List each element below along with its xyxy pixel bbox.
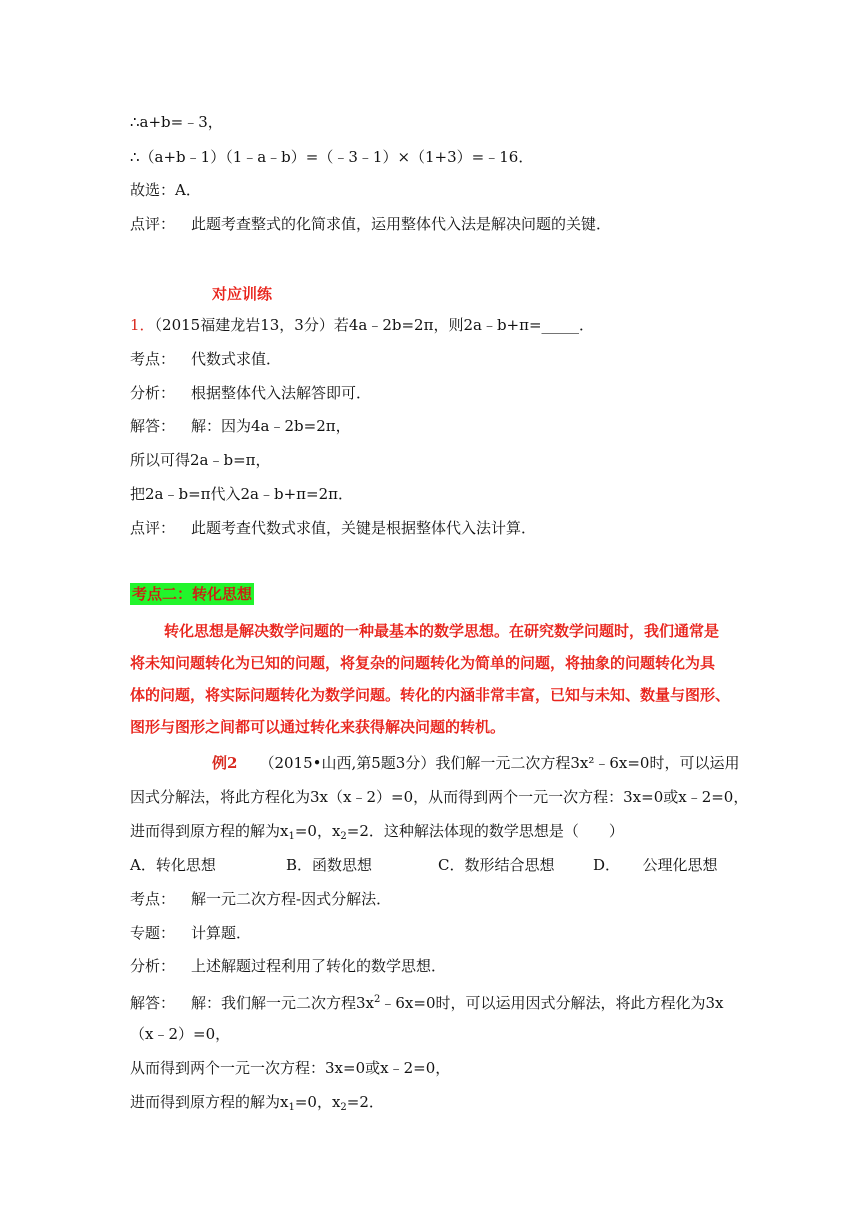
step-line: 所以可得2a﹣b=π， xyxy=(130,451,271,469)
options-line xyxy=(130,855,718,875)
step-text: 进而得到原方程的解为x xyxy=(130,1093,289,1111)
subscript: 1 xyxy=(288,831,295,842)
question-line xyxy=(130,315,594,335)
jieda-line xyxy=(130,416,351,436)
review-text: 此题考查代数式求值，关键是根据整体代入法计算． xyxy=(191,519,537,537)
review-label: 点评： xyxy=(130,519,176,537)
fenxi-line xyxy=(130,956,446,976)
jieda-text: ﹣6x=0时，可以运用因式分解法，将此方程化为3x xyxy=(380,994,724,1012)
option-d: D． 公理化思想 xyxy=(593,856,718,874)
review-text: 此题考查整式的化简求值，运用整体代入法是解决问题的关键． xyxy=(191,215,612,233)
kaodian-text: 解一元二次方程-因式分解法． xyxy=(191,890,392,908)
intro-line: 将未知问题转化为已知的问题，将复杂的问题转化为简单的问题，将抽象的问题转化为具 xyxy=(130,654,716,672)
review-line xyxy=(130,518,536,538)
kaodian-label: 考点： xyxy=(130,350,176,368)
fenxi-line xyxy=(130,383,371,403)
step-text: =2． xyxy=(346,1093,384,1111)
option-c: C．数形结合思想 xyxy=(438,856,555,874)
jieda-text: 解：我们解一元二次方程3x xyxy=(191,994,375,1012)
review-line xyxy=(130,214,611,234)
zhuanti-line xyxy=(130,923,251,943)
training-heading: 对应训练 xyxy=(212,285,273,303)
step-line: 把2a﹣b=π代入2a﹣b+π=2π． xyxy=(130,485,354,503)
kaodian-text: 代数式求值． xyxy=(191,350,282,368)
jieda-line: （x﹣2）=0， xyxy=(130,1025,231,1043)
option-a: A．转化思想 xyxy=(130,856,216,874)
step-line: 从而得到两个一元一次方程：3x=0或x﹣2=0， xyxy=(130,1059,451,1077)
example-text: （2015•山西,第5题3分）我们解一元二次方程3x²﹣6x=0时，可以运用 xyxy=(259,754,740,772)
option-b: B．函数思想 xyxy=(286,856,373,874)
step-line xyxy=(130,1092,384,1118)
answer-line: 故选：A． xyxy=(130,181,201,199)
question-text: （2015福建龙岩13，3分）若4a﹣2b=2π，则2a﹣b+π=_____． xyxy=(154,316,595,334)
subscript: 2 xyxy=(340,1102,347,1113)
solution-line: ∴（a+b﹣1）（1﹣a﹣b）=（﹣3﹣1）×（1+3）=﹣16． xyxy=(130,148,534,166)
review-label: 点评： xyxy=(130,215,176,233)
fenxi-label: 分析： xyxy=(130,957,176,975)
subscript: 2 xyxy=(340,831,347,842)
fenxi-text: 上述解题过程利用了转化的数学思想． xyxy=(191,957,447,975)
fenxi-label: 分析： xyxy=(130,384,176,402)
subscript: 1 xyxy=(288,1102,295,1113)
question-number: 1． xyxy=(130,316,155,334)
example-line xyxy=(130,753,739,773)
jieda-line xyxy=(130,990,724,1013)
zhuanti-text: 计算题． xyxy=(191,924,252,942)
jieda-label: 解答： xyxy=(130,417,176,435)
example-text: =2．这种解法体现的数学思想是（ ） xyxy=(346,822,624,840)
kaodian-line xyxy=(130,889,391,909)
zhuanti-label: 专题： xyxy=(130,924,176,942)
section-tag: 考点二：转化思想 xyxy=(132,585,253,603)
intro-line: 体的问题，将实际问题转化为数学问题。转化的内涵非常丰富，已知与未知、数量与图形、 xyxy=(130,686,731,704)
kaodian-line xyxy=(130,349,281,369)
intro-line xyxy=(130,616,730,647)
example-text: =0，x xyxy=(294,822,341,840)
example-line xyxy=(130,821,624,847)
jieda-label: 解答： xyxy=(130,994,176,1012)
jieda-text: 解：因为4a﹣2b=2π， xyxy=(191,417,351,435)
step-text: =0，x xyxy=(294,1093,341,1111)
intro-line: 图形与图形之间都可以通过转化来获得解决问题的转机。 xyxy=(130,718,506,736)
example-label: 例2 xyxy=(212,754,238,772)
example-line: 因式分解法，将此方程化为3x（x﹣2）=0，从而得到两个一元一次方程：3x=0或x﹣2=0， xyxy=(130,788,749,806)
example-text: 进而得到原方程的解为x xyxy=(130,822,289,840)
solution-line: ∴a+b=﹣3， xyxy=(130,113,223,131)
intro-text: 转化思想是解决数学问题的一种最基本的数学思想。在研究数学问题时，我们通常是 xyxy=(164,622,720,640)
kaodian-label: 考点： xyxy=(130,890,176,908)
superscript: 2 xyxy=(374,994,381,1005)
fenxi-text: 根据整体代入法解答即可． xyxy=(191,384,372,402)
